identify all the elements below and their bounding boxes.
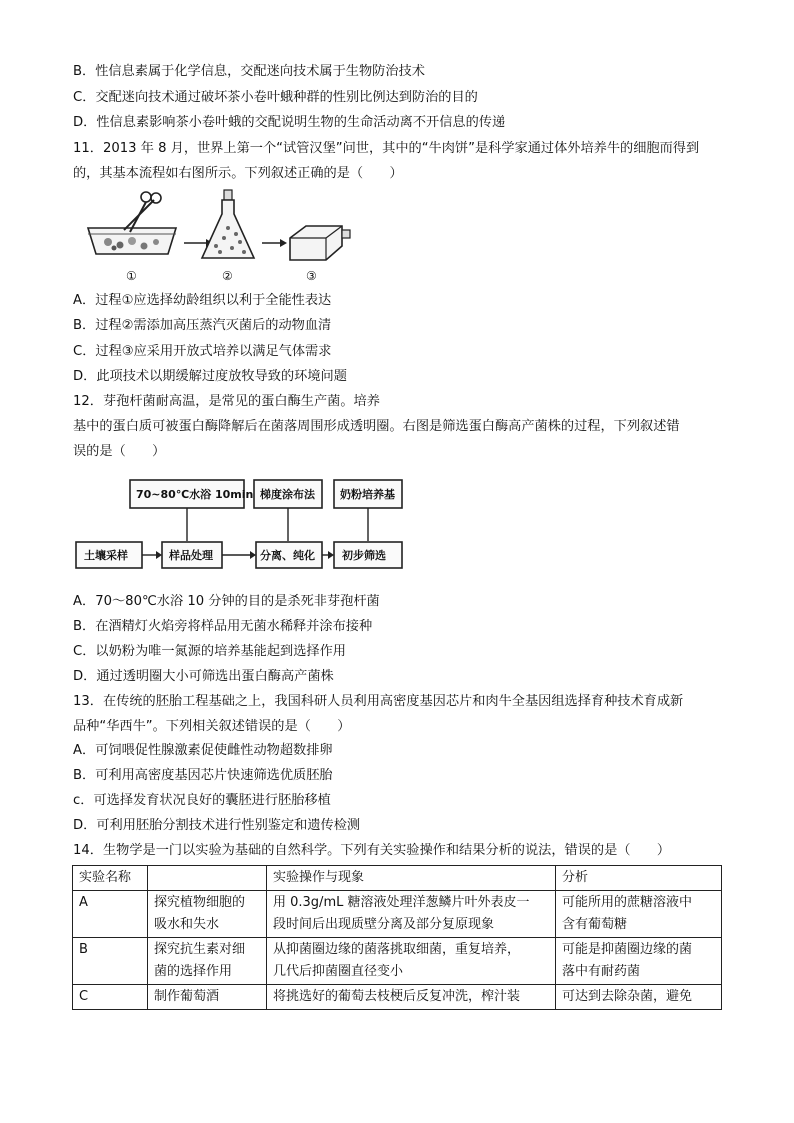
label-1: ① bbox=[126, 269, 137, 283]
row-operation: 从抑菌圈边缘的菌落挑取细菌，重复培养， 几代后抑菌圈直径变小 bbox=[267, 938, 556, 985]
row-operation: 用 0.3g/mL 糖溶液处理洋葱鳞片叶外表皮一 段时间后出现质壁分离及部分复原现象 bbox=[267, 891, 556, 938]
row-key: A bbox=[73, 891, 148, 938]
experiment-table bbox=[72, 865, 722, 1010]
q11-stem-line2: 的，其基本流程如右图所示。下列叙述正确的是（ ） bbox=[73, 166, 403, 181]
row-operation: 将挑选好的葡萄去枝梗后反复冲洗，榨汁装 bbox=[267, 985, 556, 1010]
q12-option-b: B．在酒精灯火焰旁将样品用无菌水稀释并涂布接种 bbox=[73, 619, 373, 634]
table-row bbox=[73, 891, 722, 938]
table-row bbox=[73, 938, 722, 985]
row-key: B bbox=[73, 938, 148, 985]
q11-option-d: D．此项技术以期缓解过度放牧导致的环境问题 bbox=[73, 369, 347, 384]
culture-bottle-illustration bbox=[290, 226, 350, 260]
q10-option-b: B．性信息素属于化学信息，交配迷向技术属于生物防治技术 bbox=[73, 64, 425, 79]
q11-process-figure bbox=[84, 188, 354, 288]
q12-stem-line2: 基中的蛋白质可被蛋白酶降解后在菌落周围形成透明圈。右图是筛选蛋白酶高产菌株的过程，下列叙述错 bbox=[73, 419, 680, 434]
q12-option-d: D．通过透明圈大小可筛选出蛋白酶高产菌株 bbox=[73, 669, 334, 684]
q12-option-a: A．70～80℃水浴 10 分钟的目的是杀死非芽孢杆菌 bbox=[73, 594, 380, 609]
q13-option-c: c．可选择发育状况良好的囊胚进行胚胎移植 bbox=[73, 793, 331, 808]
q12-stem-line3: 误的是（ ） bbox=[73, 444, 166, 459]
q10-option-d: D．性信息素影响茶小卷叶蛾的交配说明生物的生命活动离不开信息的传递 bbox=[73, 115, 506, 130]
petri-dish-scissors-illustration bbox=[88, 192, 176, 254]
row-analysis: 可达到去除杂菌，避免 bbox=[556, 985, 722, 1010]
label-2: ② bbox=[222, 269, 233, 283]
q14-stem: 14．生物学是一门以实验为基础的自然科学。下列有关实验操作和结果分析的说法，错误的是（ ） bbox=[73, 843, 671, 858]
header-experiment-name: 实验名称 bbox=[73, 866, 148, 891]
q13-stem-line1: 13．在传统的胚胎工程基础之上，我国科研人员利用高密度基因芯片和肉牛全基因组选择育种技术育成新 bbox=[73, 694, 684, 709]
q13-option-d: D．可利用胚胎分割技术进行性别鉴定和遗传检测 bbox=[73, 818, 361, 833]
flow-sample-processing-box: 样品处理 bbox=[169, 549, 213, 562]
row-analysis: 可能所用的蔗糖溶液中 含有葡萄糖 bbox=[556, 891, 722, 938]
q10-option-c: C．交配迷向技术通过破坏茶小卷叶蛾种群的性别比例达到防治的目的 bbox=[73, 90, 478, 105]
q11-stem-line1: 11．2013 年 8 月，世界上第一个“试管汉堡”问世，其中的“牛肉饼”是科学家通过体外培养牛的细胞而得到 bbox=[73, 141, 700, 156]
header-analysis: 分析 bbox=[556, 866, 722, 891]
q12-option-c: C．以奶粉为唯一氮源的培养基能起到选择作用 bbox=[73, 644, 346, 659]
culture-flask-illustration bbox=[202, 190, 254, 258]
label-3: ③ bbox=[306, 269, 317, 283]
header-blank bbox=[148, 866, 267, 891]
flow-isolation-purification-box: 分离、纯化 bbox=[260, 549, 315, 562]
row-analysis: 可能是抑菌圈边缘的菌 落中有耐药菌 bbox=[556, 938, 722, 985]
flow-initial-screening-box: 初步筛选 bbox=[342, 549, 386, 562]
q13-stem-line2: 品种“华西牛”。下列相关叙述错误的是（ ） bbox=[73, 719, 351, 734]
row-key: C bbox=[73, 985, 148, 1010]
flow-water-bath-box: 70~80℃水浴 10min bbox=[136, 488, 254, 501]
flow-milk-medium-box: 奶粉培养基 bbox=[340, 488, 395, 501]
q12-flowchart bbox=[72, 466, 412, 586]
row-name: 探究植物细胞的 吸水和失水 bbox=[148, 891, 267, 938]
row-name: 探究抗生素对细 菌的选择作用 bbox=[148, 938, 267, 985]
q12-stem-line1: 12．芽孢杆菌耐高温，是常见的蛋白酶生产菌。培养 bbox=[73, 394, 380, 409]
flow-soil-sampling-box: 土壤采样 bbox=[84, 549, 128, 562]
q13-option-a: A．可饲喂促性腺激素促使雌性动物超数排卵 bbox=[73, 743, 333, 758]
table-header-row bbox=[73, 866, 722, 891]
q13-option-b: B．可利用高密度基因芯片快速筛选优质胚胎 bbox=[73, 768, 333, 783]
q11-option-c: C．过程③应采用开放式培养以满足气体需求 bbox=[73, 344, 332, 359]
row-name: 制作葡萄酒 bbox=[148, 985, 267, 1010]
table-row bbox=[73, 985, 722, 1010]
q11-option-b: B．过程②需添加高压蒸汽灭菌后的动物血清 bbox=[73, 318, 332, 333]
q11-option-a: A．过程①应选择幼龄组织以利于全能性表达 bbox=[73, 293, 332, 308]
header-operation: 实验操作与现象 bbox=[267, 866, 556, 891]
flow-gradient-spread-box: 梯度涂布法 bbox=[260, 488, 315, 501]
